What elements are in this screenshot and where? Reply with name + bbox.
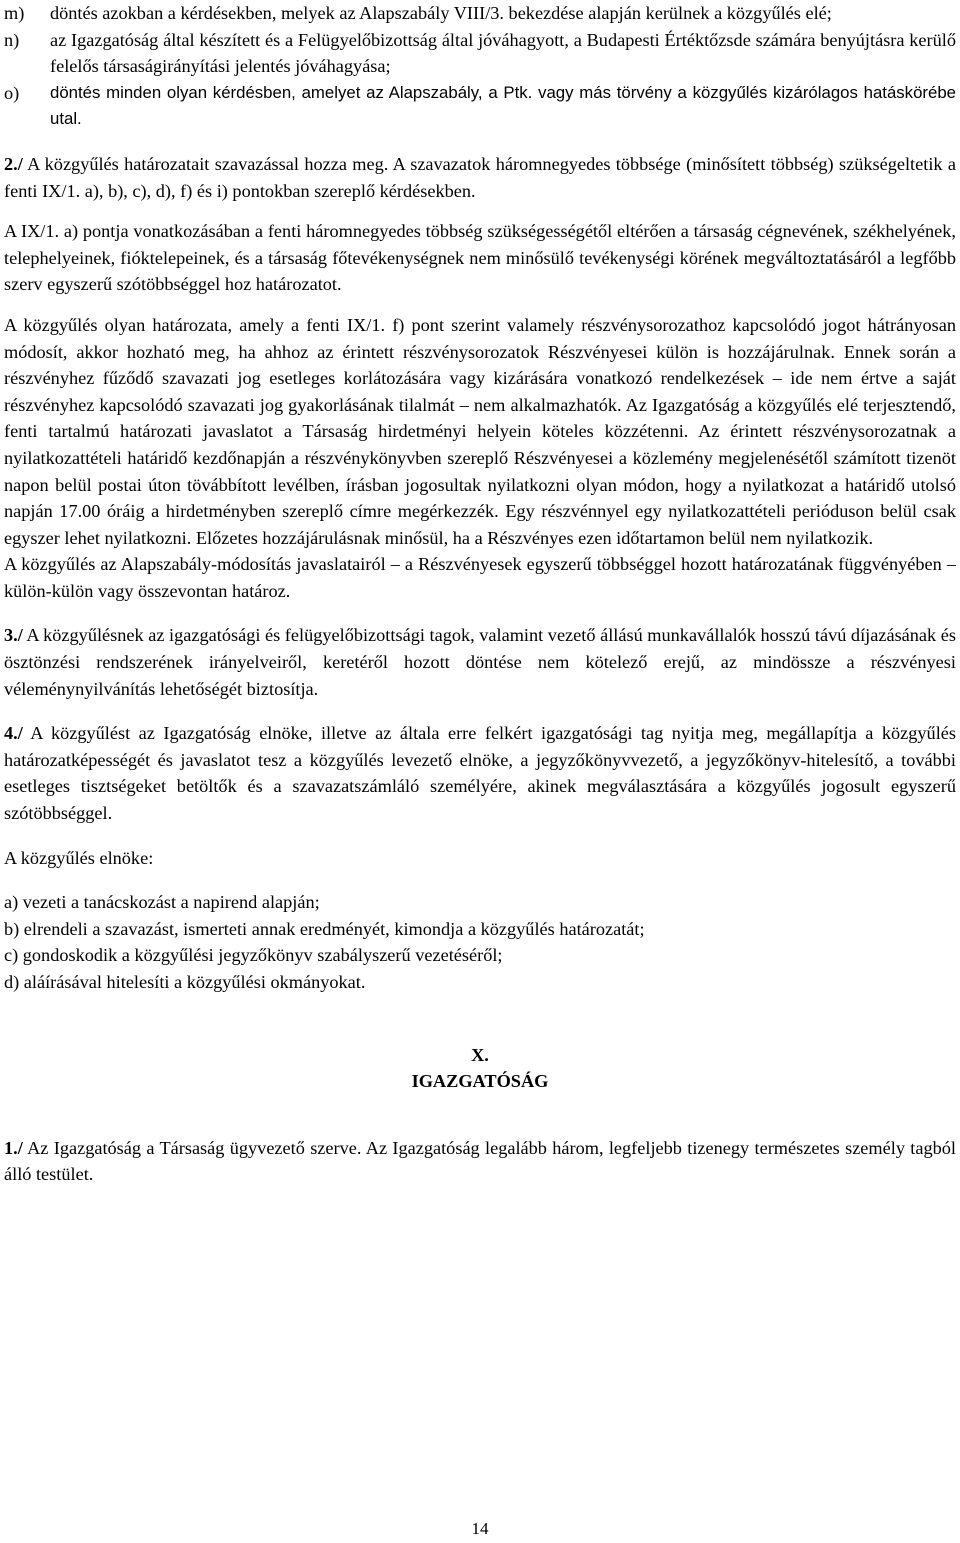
list-label: o)	[4, 82, 20, 103]
chair-item-b: b) elrendeli a szavazást, ismerteti annak eredményét, kimondja a közgyűlés határozatát;	[4, 918, 645, 939]
section-number: 4./	[4, 723, 23, 744]
list-item-n	[4, 27, 956, 80]
list-text: döntés minden olyan kérdésben, amelyet az Alapszabály, a Ptk. vagy más törvény a közgyűlés kizárólagos hatáskörébe utal.	[50, 82, 956, 129]
list-text: döntés azokban a kérdésekben, melyek az Alapszabály VIII/3. bekezdése alapján kerülnek a közgyűlés elé;	[50, 3, 832, 23]
section-text: A közgyűlést az Igazgatóság elnöke, illetve az általa erre felkért igazgatósági tag nyitja meg, megállapítja a közgyűlés határozatképességét és javaslatot tesz a közgyűlés levezető elnöke, a jegyzőkönyvvezető, a jegyzőkönyv-hitelesítő, a további esetleges tisztségeket betöltők és a szavazatszámláló személyére, akinek megválasztására a közgyűlés jogosult egyszerű szótöbbséggel.	[4, 723, 956, 824]
section-text: A közgyűlésnek az igazgatósági és felügyelőbizottsági tagok, valamint vezető állású munkavállalók hosszú távú díjazásának és ösztönzési rendszerének irányelveiről, keretéről hozott döntése nem kötelező erejű, az mindössze a részvényesi véleménynyilvánítás lehetőségét biztosítja.	[4, 625, 956, 699]
section-number: 1./	[4, 1137, 23, 1158]
chair-item-c: c) gondoskodik a közgyűlési jegyzőkönyv szabályszerű vezetéséről;	[4, 945, 503, 966]
section-number: 2./	[4, 153, 23, 174]
section-4	[4, 720, 956, 826]
paragraph-ix1f: A közgyűlés olyan határozata, amely a fenti IX/1. f) pont szerint valamely részvénysorozathoz kapcsolódó jogot hátrányosan módosít, akkor hozható meg, ha ahhoz az érintett részvénysorozatok Részvényesei külön is hozzájárulnak. Ennek során a részvényhez fűződő szavazati jog esetleges korlátozására vagy kizárására vonatkozó rendelkezések – ide nem értve a saját részvényhez kapcsolódó szavazati jog gyakorlásának tilalmát – nem alkalmazhatók. Az Igazgatóság a közgyűlés elé terjesztendő, fenti tartalmú határozati javaslatot a Társaság hirdetményi helyein köteles közzétenni. Az érintett részvénysorozatnak a nyilatkozattételi határidő kezdőnapján a részvénykönyvben szereplő Részvényesei a közlemény megjelenésétől számított tizenöt napon belül postai úton tövábbított levélben, írásban jogosultak nyilatkozni olyan módon, hogy a nyilatkozat a határidő utolsó napján 17.00 óráig a hirdetményben szereplő címre megérkezzék. Egy részvénnyel egy nyilatkozattételi perióduson belül csak egyszer lehet nyilatkozni. Előzetes hozzájárulásnak minősül, ha a Részvényes ezen időtartamon belül nem nyilatkozik.	[4, 314, 956, 548]
paragraph-ix1a: A IX/1. a) pontja vonatkozásában a fenti háromnegyedes többség szükségességétől eltérően a társaság cégnevének, székhelyének, telephelyeinek, fióktelepeinek, és a társaság főtevékenységnek nem minősülő tevékenységi körének megváltoztatásáról a legfőbb szerv egyszerű szótöbbséggel hoz határozatot.	[4, 221, 956, 295]
section-number: 3./	[4, 625, 23, 646]
list-text: az Igazgatóság által készített és a Felügyelőbizottság által jóváhagyott, a Budapesti Értéktőzsde számára benyújtásra kerülő felelős társaságirányítási jelentés jóváhagyása;	[50, 29, 956, 77]
section-1	[4, 1135, 956, 1188]
chair-item-d: d) aláírásával hitelesíti a közgyűlési okmányokat.	[4, 972, 366, 992]
list-label: m)	[4, 3, 25, 23]
list-item-o	[4, 80, 956, 133]
section-3	[4, 622, 956, 702]
chapter-title: IGAZGATÓSÁG	[411, 1071, 549, 1092]
page-number: 14	[471, 1519, 489, 1538]
list-label: n)	[4, 29, 20, 50]
chair-intro: A közgyűlés elnöke:	[4, 847, 154, 868]
list-item-m	[4, 0, 956, 27]
section-text: A közgyűlés határozatait szavazással hozza meg. A szavazatok háromnegyedes többsége (minősített többség) szükségeltetik a fenti IX/1. a), b), c), d), f) és i) pontokban szereplő kérdésekben.	[4, 153, 956, 201]
section-text: Az Igazgatóság a Társaság ügyvezető szerve. Az Igazgatóság legalább három, legfeljebb tizenegy természetes személy tagból álló testület.	[4, 1137, 956, 1185]
section-2	[4, 151, 956, 204]
chair-item-a: a) vezeti a tanácskozást a napirend alapján;	[4, 892, 320, 913]
paragraph-amendment: A közgyűlés az Alapszabály-módosítás javaslatairól – a Részvényesek egyszerű többséggel hozott határozatának függvényében – külön-külön vagy összevontan határoz.	[4, 554, 956, 601]
chapter-number: X.	[471, 1044, 489, 1065]
